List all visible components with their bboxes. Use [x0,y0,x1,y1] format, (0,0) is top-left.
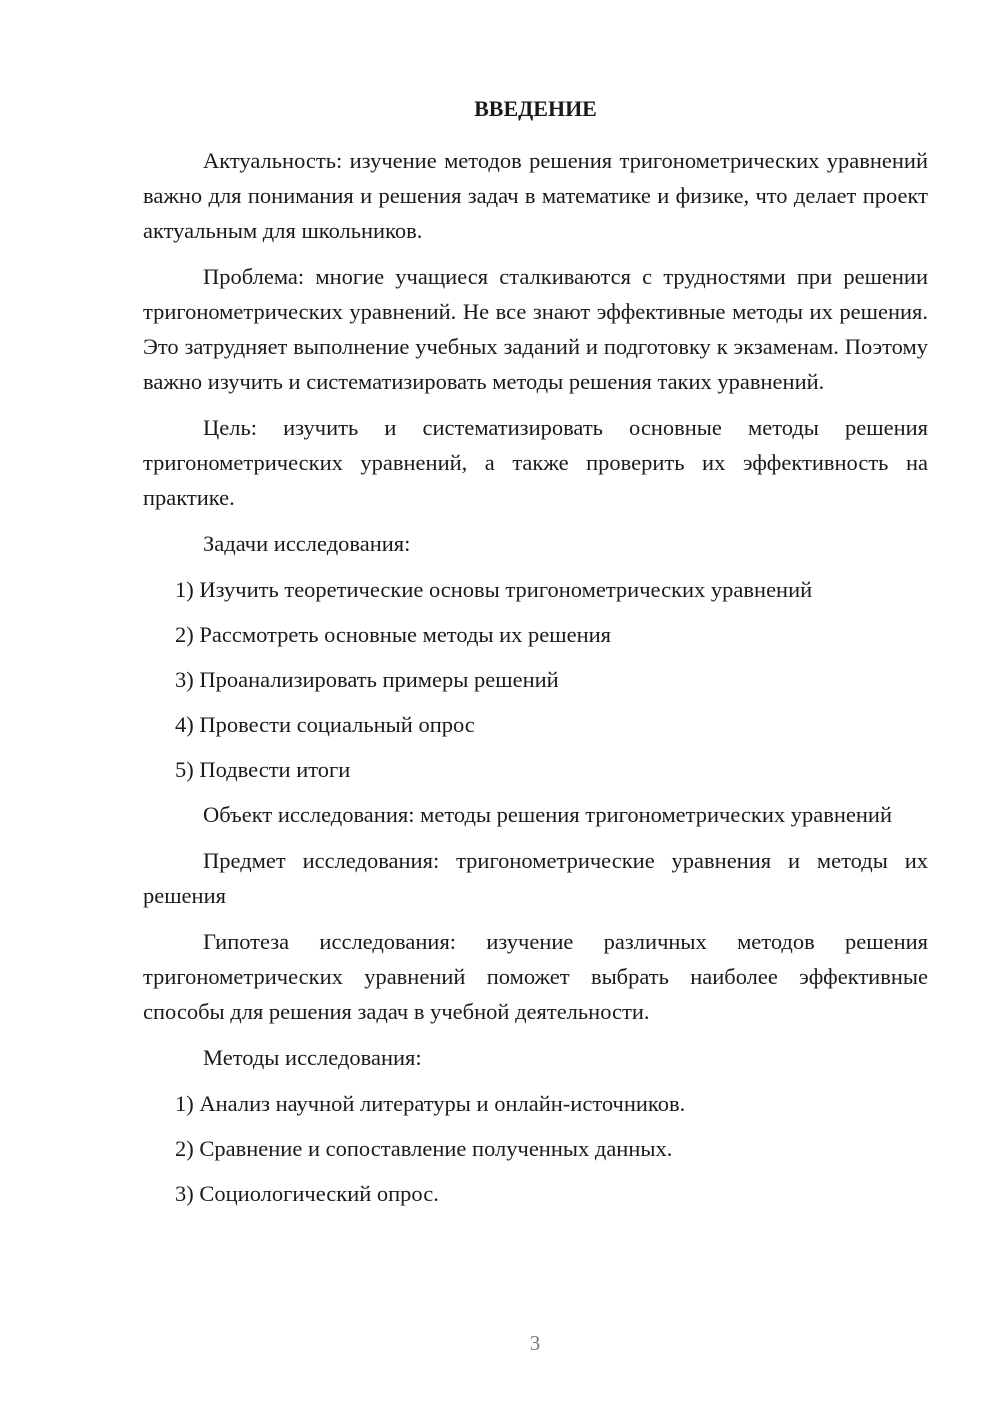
method-item: 3) Социологический опрос. [175,1181,439,1206]
method-item: 2) Сравнение и сопоставление полученных данных. [175,1136,673,1161]
document-page [143,92,928,1221]
task-item: 2) Рассмотреть основные методы их решения [175,622,612,647]
page-number: 3 [529,1331,541,1355]
problem-paragraph: Проблема: многие учащиеся сталкиваются с трудностями при решении тригонометрических уравнений. Не все знают эффективные методы их решения. Это затрудняет выполнение учебных заданий и подготовку к экзаменам. Поэтому важно изучить и систематизировать методы решения таких уравнений. [143,264,928,394]
task-item: 5) Подвести итоги [175,757,351,782]
method-item: 1) Анализ научной литературы и онлайн-источников. [175,1091,686,1116]
object-paragraph: Объект исследования: методы решения тригонометрических уравнений [203,802,893,827]
goal-paragraph: Цель: изучить и систематизировать основные методы решения тригонометрических уравнений, а также проверить их эффективность на практике. [143,415,928,510]
subject-paragraph: Предмет исследования: тригонометрические уравнения и методы их решения [143,848,928,908]
task-item: 4) Провести социальный опрос [175,712,475,737]
hypothesis-paragraph: Гипотеза исследования: изучение различных методов решения тригонометрических уравнений поможет выбрать наиболее эффективные способы для решения задач в учебной деятельности. [143,929,928,1024]
tasks-title: Задачи исследования: [203,531,411,556]
section-heading: ВВЕДЕНИЕ [474,96,597,121]
task-item: 3) Проанализировать примеры решений [175,667,559,692]
relevance-paragraph: Актуальность: изучение методов решения тригонометрических уравнений важно для понимания и решения задач в математике и физике, что делает проект актуальным для школьников. [143,148,928,243]
methods-title: Методы исследования: [203,1045,422,1070]
task-item: 1) Изучить теоретические основы тригонометрических уравнений [175,577,813,602]
